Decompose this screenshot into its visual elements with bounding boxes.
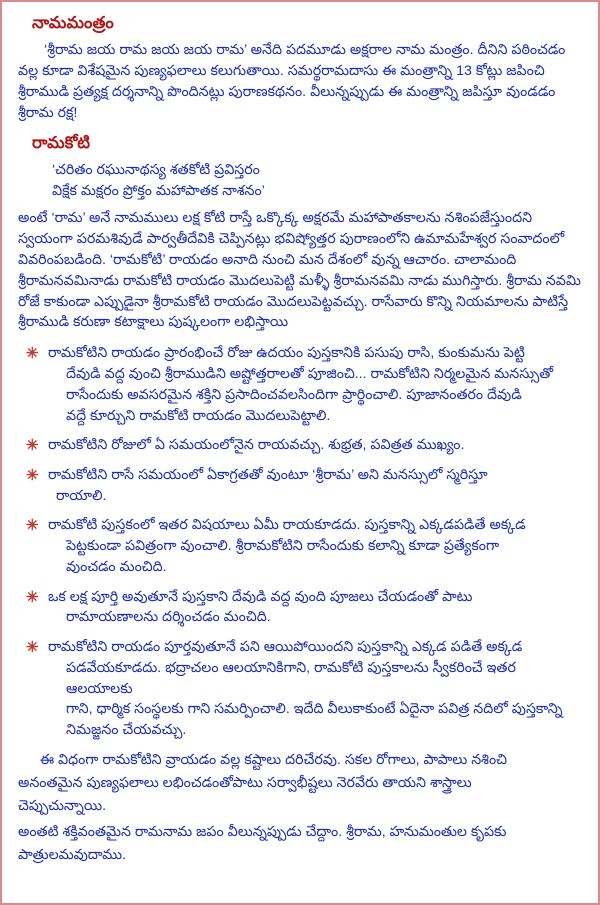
closing-line: ఈ విధంగా రామకోటిని వ్రాయడం వల్ల కష్టాలు దరిచేరవు. సకల రోగాలు, పాపాలు నశించి — [40, 751, 508, 768]
star-icon: ✳ — [26, 467, 39, 485]
ramakoti-verse — [52, 160, 584, 203]
star-icon: ✳ — [26, 639, 39, 657]
closing-line: చెప్పుచున్నాయి. — [18, 797, 107, 814]
list-item-line: రామకోటిని రాయడం పూర్తవుతూనే పని ఆయిపోయిందని పుస్తకాన్ని ఎక్కడ పడితే అక్కడ — [48, 639, 523, 656]
closing-line: అనంతమైన పుణ్యఫలాలు లభించడంతోపాటు సర్వాభీష్టలు నెరవేరు తాయని శాస్త్రాలు — [18, 774, 472, 791]
ramakoti-intro-paragraph: అంటే ‘రామ’ అనే నామములు లక్ష కోటి రాస్తే ఒక్కొక్క అక్షరమే మహాపాతకాలను నశింపజేస్తుందని స్వయంగా పరమశివుడే పార్వతీదేవికి చెప్పినట్లు భవిష్యోత్తర పురాణంలోని ఉమామహేశ్వర సంవాదంలో వివరింపబడింది. ‘రామకోటి’ రాయడం అనాది నుంచి మన దేశంలో వున్న ఆచారం. చాలామంది శ్రీరామనవమినాడు రామకోటి రాయడం మొదలుపెట్టి మళ్ళీ శ్రీరామనవమి నాడు ముగిస్తారు. శ్రీరామ నవమి రోజే కాకుండా ఎప్పుడైనా శ్రీరామకోటి రాయడం మొదలుపెట్టవచ్చు. రాసేవారు కొన్ని నియమాలను పాటిస్తే శ్రీరాముడి కరుణా కటాక్షాలు పుష్కలంగా లభిస్తాయి — [18, 210, 581, 331]
verse-line: ‘చరితం రఘునాథస్య శతకోటి ప్రవిస్తరం — [52, 161, 260, 178]
list-item — [18, 465, 584, 506]
list-item-line: పెట్టకుండా పవిత్రంగా వుంచాలి. శ్రీరామకోటిని రాసేందుకు కలాన్ని కూడా ప్రత్యేకంగా — [66, 538, 500, 555]
section-heading-namamantram: నామమంత్రం — [32, 14, 114, 32]
final-line: అంతటి శక్తివంతమైన రామనామ జపం వీలున్నప్పుడు చేద్దాం. శ్రీరామ, హనుమంతుల కృపకు — [18, 824, 507, 841]
star-icon: ✳ — [26, 588, 39, 606]
list-item-line: రామకోటిని రోజులో ఏ సమయంలోనైన రాయవచ్చు. శుభ్రత, పవిత్రత ముఖ్యం. — [48, 437, 465, 454]
list-item-line: రామాయణాలను దర్శించడం మంచిది. — [66, 609, 271, 626]
list-item-line: వద్దే కూర్చుని రామకోటి రాయడం మొదలుపెట్టాలి. — [66, 407, 331, 424]
namamantram-paragraph: ‘శ్రీరామ జయ రామ జయ జయ రామ’ అనేది పదమూడు అక్షరాల నామ మంత్రం. దీనిని పఠించడం వల్ల కూడా విశేషమైన పుణ్యఫలాలు కలుగుతాయి. సమర్థరామదాసు ఈ మంత్రాన్ని 13 కోట్లు జపించి శ్రీరాముడి ప్రత్యక్ష దర్శనాన్ని పొందినట్లు పురాణకథనం. వీలున్నప్పుడు ఈ మంత్రాన్ని జపిస్తూ వుండడం శ్రీరామ రక్ష! — [18, 42, 566, 121]
list-item-line: ఒక లక్ష పూర్తి అవుతూనే పుస్తకాని దేవుడి వద్ద వుంది పూజలు చేయడంతో పాటు — [48, 588, 473, 605]
list-item — [18, 637, 584, 741]
list-item-line: రాసేందుకు అవసరమైన శక్తిని ప్రసాదించవలసిందిగా ప్రార్థించాలి. పూజానంతరం దేవుడి — [66, 386, 522, 403]
list-item — [18, 587, 584, 628]
list-item-line: రామకోటి పుస్తకంలో ఇతర విషయాలు ఏమీ రాయకూడదు. పుస్తకాన్ని ఎక్కడపడితే అక్కడ — [48, 517, 526, 534]
star-icon: ✳ — [26, 437, 39, 455]
closing-paragraph — [18, 750, 584, 817]
section-heading-ramakoti: రామకోటి — [32, 133, 91, 152]
star-icon: ✳ — [26, 345, 39, 363]
list-item-line: దేవుడి వద్ద వుంచి శ్రీరాముడిని అష్టోత్తరాలతో పూజించి... రామకోటిని నిర్మలమైన మనస్సుతో — [66, 366, 554, 383]
rules-list — [18, 343, 584, 740]
list-item-line: రామకోటిని రాయడం ప్రారంభించే రోజు ఉదయం పుస్తకానికి పసుపు రాసి, కుంకుమను పెట్టి — [48, 345, 525, 362]
list-item-line: గాని, ధార్మిక సంస్థలకు గాని సమర్పించాలి. ఇదేది వీలుకాకుంటే ఏదైనా పవిత్ర నదిలో పుస్తకాన్ని — [66, 701, 563, 718]
star-icon: ✳ — [26, 517, 39, 535]
list-item — [18, 435, 584, 456]
list-item-line: రాయాలి. — [56, 487, 107, 504]
document-body — [2, 2, 598, 878]
final-line: పాత్రులమవుదాము. — [18, 847, 126, 864]
list-item-line: రామకోటిని రాసే సమయంలో ఏకాగ్రతతో వుంటూ ‘శ్రీరామ’ అని మనస్సులో స్మరిస్తూ — [48, 467, 488, 484]
list-item-line: వుంచడం మంచిది. — [66, 558, 167, 575]
verse-line: విక్షేక మక్షరం ప్రోక్తం మహాపాతక నాశనం’ — [52, 182, 265, 199]
list-item-line: పడవేయకూడదు. భద్రాచలం ఆలయానికిగాని, రామకోటి పుస్తకాలను స్వీకరించే ఇతర ఆలయాలకు — [66, 659, 516, 697]
list-item — [18, 343, 584, 426]
list-item-line: నిమజ్జనం చేయవచ్చు. — [66, 722, 187, 739]
list-item — [18, 515, 584, 577]
final-paragraph — [18, 822, 584, 866]
